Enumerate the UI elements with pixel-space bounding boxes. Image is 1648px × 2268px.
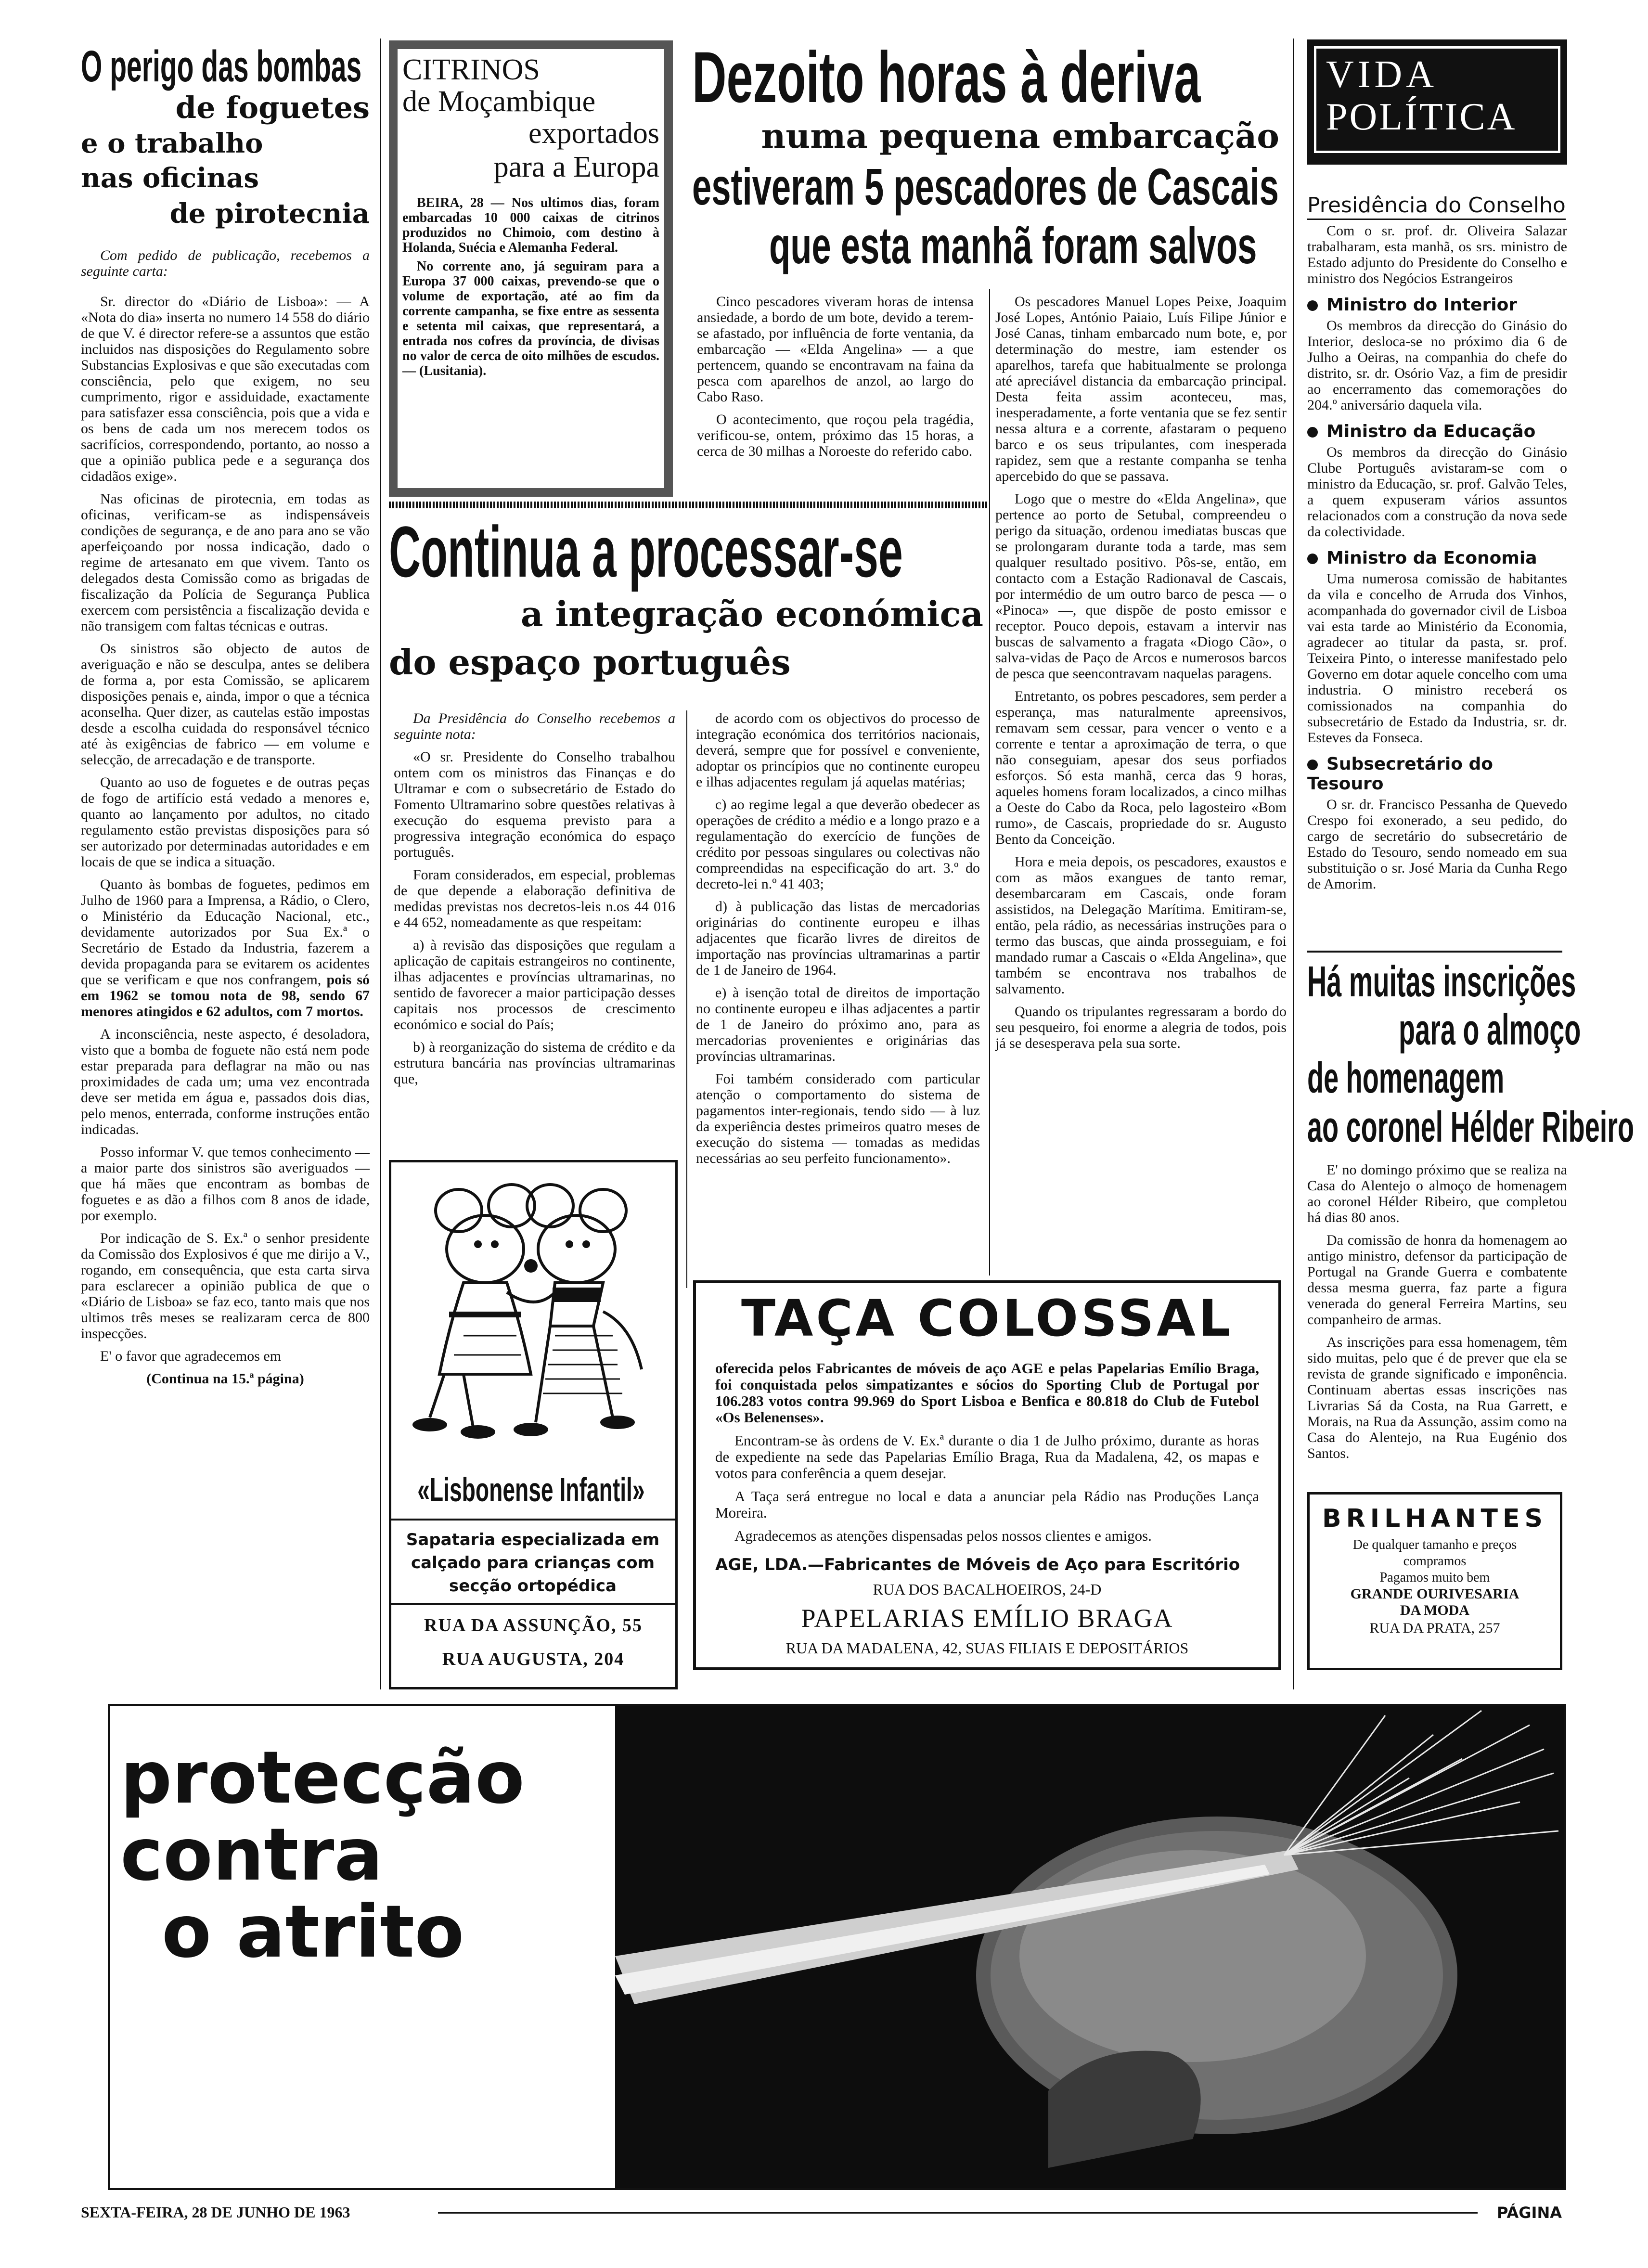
lisbonense-divider <box>391 1603 675 1605</box>
brilhantes-line: compramos <box>1403 1554 1467 1569</box>
knife-grinding-photo <box>615 1706 1564 2188</box>
integracao-headline-3: do espaço português <box>389 642 791 683</box>
helder-headline-2: para o almoço <box>1399 1006 1581 1054</box>
integracao-col-a <box>394 710 675 1094</box>
helder-article <box>1307 958 1635 1461</box>
taca-body <box>715 1360 1259 1551</box>
deriva-headline-2: numa pequena embarcação <box>761 116 1279 156</box>
atrito-line-3: o atrito <box>162 1890 464 1974</box>
integracao-top-rule <box>389 502 988 508</box>
citrinos-body-1: BEIRA, 28 — Nos ultimos dias, foram embarcadas 10 000 caixas de citrinos produzidos no Chimoio, com destino à Holanda, Suécia e Alemanha Federal. <box>402 195 659 255</box>
vida-section-title: Ministro da Economia <box>1307 548 1567 568</box>
taca-paragraph: Encontram-se às ordens de V. Ex.ª durante o dia 1 de Julho próximo, durante as horas de expediente na sede das Papelarias Emílio Braga, Rua da Madalena, 42, os mapas e votos para conferência a quem desejar. <box>715 1432 1259 1482</box>
bombas-paragraph: Sr. director do «Diário de Lisboa»: — A «Nota do dia» inserta no numero 14 558 do diário de que V. é director refere-se a assuntos que estão incluidos nas disposições do Regulamento sobre Substancias Explosivas e que são executadas com consciência, pelo que exigem, no seu cumprimento, rigor e assiduidade, exactamente para satisfazer essa consciência, pois que a vida e os bens de cada um nos merecem todos os sacrifícios, correspondendo, portanto, ao nosso a que a opinião publica pede e a segurança dos cidadãos exige». <box>81 294 370 484</box>
brilhantes-line: DA MODA <box>1400 1602 1470 1618</box>
bombas-paragraph: Quanto ao uso de foguetes e de outras peças de fogo de artifício está vedado a menores e, quanto ao lançamento por adultos, no citado regulamento estão previstas disposições para só ser autorizado por determinadas autoridades e em locais de que se indica a situação. <box>81 774 370 870</box>
bombas-article <box>81 43 370 1689</box>
deriva-paragraph: Logo que o mestre do «Elda Angelina», que pertence ao porto de Setubal, compreendeu o perigo da situação, ordenou imediatas buscas que se prolongaram durante toda a tarde, mas sem qualquer resultado positivo. Pôs-se, então, em contacto com a Estação Radionaval de Cascais, por intermédio de um outro barco de pesca — o «Pinoca» —, que dispõe de posto emissor e receptor. Pouco depois, estavam a intervir nas buscas de salvamento a fragata «Diogo Cão», o salva-vidas de Paço de Arcos e numerosos barcos de pesca que seencontravam naquelas paragens. <box>995 491 1287 682</box>
vida-badge-line-1: VIDA <box>1326 53 1438 96</box>
vida-politica-badge <box>1307 39 1567 165</box>
bombas-stats: pois só em 1962 se tomou nota de 98, sendo 67 menores atingidos e 62 adultos, com 7 mortos. <box>81 972 370 1019</box>
integracao-col-rule <box>686 710 687 1288</box>
taca-colossal-ad <box>693 1280 1281 1670</box>
helder-headline-3: de homenagem <box>1307 1054 1505 1102</box>
integracao-paragraph: a) à revisão das disposições que regulam a aplicação de capitais estrangeiros no continente, ilhas adjacentes e províncias ultramarinas, no sentido de favorecer a maior participação desses capitais nos processos de crescimento económico e social do País; <box>394 937 675 1032</box>
bombas-headline-1: O perigo das bombas <box>81 42 362 91</box>
bullet-icon <box>1307 760 1318 770</box>
deriva-col-rule <box>989 289 990 1276</box>
helder-headline-1: Há muitas inscrições <box>1307 958 1576 1006</box>
citrinos-body-2: No corrente ano, já seguiram para a Europa 37 000 caixas, prevendo-se que o volume de exportação, até ao fim da corrente campanha, se fixe entre as sessenta e setenta mil caixas, que representará, a entrada nos cofres da província, de divisas no valor de cerca de oito milhões de escudos. — (Lusitania). <box>402 259 659 378</box>
lisbonense-address-2: RUA AUGUSTA, 204 <box>442 1649 625 1669</box>
vida-section-text: Uma numerosa comissão de habitantes da vila e concelho de Arruda dos Vinhos, acompanhada do governador civil de Lisboa vai esta tarde ao Ministério da Economia, agradecer ao titular da pasta, sr. prof. Teixeira Pinto, o interesse manifestado pelo Governo em dotar aquele concelho com uma industria. O ministro receberá os comissionados na companhia do subsecretário de Estado da Industria, sr. dr. Esteves da Fonseca. <box>1307 571 1567 746</box>
deriva-headline-3: estiveram 5 pescadores de Cascais <box>692 157 1279 216</box>
deriva-col-a <box>697 294 974 466</box>
vida-section-title: Subsecretário do Tesouro <box>1307 754 1494 794</box>
helder-headline-4: ao coronel Hélder Ribeiro <box>1307 1103 1635 1151</box>
taca-paragraph: oferecida pelos Fabricantes de móveis de aço AGE e pelas Papelarias Emílio Braga, foi conquistada pelos simpatizantes e sócios do Sporting Club de Portugal por 106.283 votos contra 99.969 do Sport Lisboa e Benfica e 80.818 do Club de Futebol «Os Belenenses». <box>715 1360 1259 1426</box>
integracao-paragraph: Foi também considerado com particular atenção o comportamento do sistema de pagamentos inter-regionais, tendo sido — à luz da experiência destes primeiros quatro meses de execução do sistema — tomadas as medidas necessárias ao seu perfeito funcionamento». <box>696 1071 980 1166</box>
integracao-paragraph: b) à reorganização do sistema de crédito e da estrutura bancária nas províncias ultramarinas que, <box>394 1039 675 1087</box>
bombas-paragraph: Posso informar V. que temos conhecimento — a maior parte dos sinistros são averiguados — que há mães que encontram as bombas de foguetes e as dão a filhos com 8 anos de idade, por exemplo. <box>81 1144 370 1224</box>
helder-paragraph: Da comissão de honra da homenagem ao antigo ministro, defensor da participação de Portugal na Grande Guerra e combatente dessa mesma guerra, faz parte a figura venerada do general Ferreira Martins, seu companheiro de armas. <box>1307 1232 1567 1327</box>
bombas-continued: (Continua na 15.ª página) <box>146 1371 304 1387</box>
bullet-icon <box>1307 554 1318 564</box>
integracao-col-b <box>696 710 980 1173</box>
deriva-paragraph: O acontecimento, que roçou pela tragédia, verificou-se, ontem, próximo das 15 horas, a cerca de 30 milhas a Noroeste do referido cabo. <box>697 412 974 459</box>
vida-section-text: Os membros da direcção do Ginásio do Interior, desloca-se no próximo dia 6 de Julho a Oeiras, na companhia do chefe do distrito, sr. dr. Osório Vaz, a fim de presidir ao encerramento das comemorações do 204.º aniversário daquela vila. <box>1307 318 1567 413</box>
footer-date: SEXTA-FEIRA, 28 DE JUNHO DE 1963 <box>81 2204 350 2221</box>
taca-papelarias: PAPELARIAS EMÍLIO BRAGA <box>801 1604 1173 1633</box>
sparks-illustration <box>615 1706 1564 2188</box>
brilhantes-line: RUA DA PRATA, 257 <box>1369 1620 1500 1636</box>
bombas-intro: Com pedido de publicação, recebemos a seguinte carta: <box>81 247 370 279</box>
bombas-paragraph: Os sinistros são objecto de autos de averiguação e não se desculpa, antes se delibera de forma a, por esta Comissão, se aplicarem disposições penais e, ainda, impor o que a técnica aconselha. Quer dizer, as cautelas estão impostas desde a escolha cuidada do responsável técnico até às exigências de fabrico — em volume e selecção, de arrecadação e de transporte. <box>81 641 370 768</box>
vida-section-title: Ministro da Educação <box>1307 422 1567 441</box>
helder-top-rule <box>1307 951 1562 953</box>
vida-section-title: Ministro do Interior <box>1307 295 1567 315</box>
helder-body <box>1307 1162 1567 1461</box>
footer-rule <box>438 2212 1478 2214</box>
citrinos-title-4: para a Europa <box>493 151 659 183</box>
brilhantes-line: De qualquer tamanho e preços <box>1352 1537 1517 1552</box>
integracao-headline-1: Continua a processar-se <box>389 511 903 592</box>
deriva-col-b <box>995 294 1287 1058</box>
bombas-paragraph: Quanto às bombas de foguetes, pedimos em Julho de 1960 para a Imprensa, a Rádio, o Clero, o Ministério da Educação Nacional, etc., devidamente autorizados por Sua Ex.ª o Secretário de Estado da Industria, fazerem a devida propaganda para se evitarem os acidentes que se verificam e que nos confrangem, pois só em 1962 se tomou nota de 98, sendo 67 menores atingidos e 62 adultos, com 7 mortos. <box>81 876 370 1019</box>
footer-page: PÁGINA <box>1497 2204 1562 2222</box>
vida-badge-line-2: POLÍTICA <box>1326 96 1517 138</box>
bullet-icon <box>1307 427 1318 438</box>
bombas-headline-2: de foguetes <box>175 90 370 125</box>
atrito-ad <box>108 1704 1566 2190</box>
citrinos-title-1: CITRINOS <box>402 53 540 86</box>
bombas-headline-5: de pirotecnia <box>169 198 370 230</box>
bombas-headline-3: e o trabalho <box>81 128 263 159</box>
bombas-paragraph: Nas oficinas de pirotecnia, em todas as oficinas, verificam-se as indispensáveis condições de segurança, e de ano para ano se vão aperfeiçoando por nossa indicação, dado o regime de artesanato em que vivem. Tanto os delegados desta Comissão como as brigadas de fiscalização da Polícia de Segurança Publica exercem com persistência a fiscalização devida e não transigem com faltas técnicas e outras. <box>81 491 370 634</box>
bombas-headline-4: nas oficinas <box>81 162 259 194</box>
atrito-line-1: protecção <box>120 1736 525 1820</box>
integracao-paragraph: «O sr. Presidente do Conselho trabalhou ontem com os ministros das Finanças e do Ultramar e com o subsecretário de Estado do Fomento Ultramarino sobre questões relativas à execução do esquema previsto para a progressiva integração económica do espaço português. <box>394 749 675 860</box>
lisbonense-address-1: RUA DA ASSUNÇÃO, 55 <box>424 1615 643 1636</box>
vida-politica-sections <box>1307 193 1567 901</box>
mice-dancing-illustration <box>391 1167 675 1446</box>
integracao-paragraph: e) à isenção total de direitos de importação no continente europeu e ilhas adjacentes a partir de 1 de Janeiro do próximo ano, para as mercadorias provenientes e originárias das províncias ultramarinas. <box>696 985 980 1064</box>
helder-paragraph: E' no domingo próximo que se realiza na Casa do Alentejo o almoço de homenagem ao coronel Hélder Ribeiro, que completou há dias 80 anos. <box>1307 1162 1567 1225</box>
brilhantes-title: BRILHANTES <box>1322 1504 1547 1533</box>
citrinos-title-3: exportados <box>528 117 659 150</box>
deriva-paragraph: Hora e meia depois, os pescadores, exaustos e com as mãos exangues de tanto remar, desembarcaram em Cascais, onde foram assistidos, na Delegação Marítima. Emitiram-se, então, pela rádio, as necessárias instruções para o termo das buscas, que ainda prosseguiam, e foi mandado rumar a Cascais o «Elda Angelina», que também se encontrava nos trabalhos de salvamento. <box>995 854 1287 997</box>
lisbonense-ad <box>389 1160 678 1689</box>
taca-title: TAÇA COLOSSAL <box>741 1289 1233 1348</box>
deriva-paragraph: Quando os tripulantes regressaram a bordo do seu pesqueiro, foi enorme a alegria de todos, pois já se desesperava pela sua sorte. <box>995 1004 1287 1051</box>
taca-paragraph: A Taça será entregue no local e data a anunciar pela Rádio nas Produções Lança Moreira. <box>715 1488 1259 1521</box>
integracao-paragraph: Da Presidência do Conselho recebemos a seguinte nota: <box>394 710 675 742</box>
bullet-icon <box>1307 300 1318 311</box>
bombas-paragraph: E' o favor que agradecemos em <box>100 1348 282 1364</box>
bombas-paragraph: Por indicação de S. Ex.ª o senhor presidente da Comissão dos Explosivos é que me dirijo a V., rogando, em consequência, que esta carta sirva para esclarecer a opinião publica de que o «Diário de Lisboa» se faz eco, tanto mais que nos ultimos três meses se realizaram cerca de 800 inspecções. <box>81 1230 370 1341</box>
vida-section-title: Presidência do Conselho <box>1307 193 1566 220</box>
taca-papelarias-address: RUA DA MADALENA, 42, SUAS FILIAIS E DEPOSITÁRIOS <box>785 1639 1189 1657</box>
brilhantes-line: Pagamos muito bem <box>1379 1570 1490 1585</box>
taca-age: AGE, LDA.—Fabricantes de Móveis de Aço para Escritório <box>715 1555 1240 1574</box>
lisbonense-tagline: Sapataria especializada em calçado para crianças com secção ortopédica <box>406 1530 660 1596</box>
brilhantes-ad <box>1307 1492 1562 1670</box>
bombas-paragraph: A inconsciência, neste aspecto, é desoladora, visto que a bomba de foguete não está nem pode estar preparada para deflagrar na mão ou nas proximidades de cada um; uma vez encontrada deve ser metida em água e, passados dois dias, pelo menos, enterrada, conforme instruções então indicadas. <box>81 1026 370 1137</box>
brilhantes-line: GRANDE OURIVESARIA <box>1350 1586 1519 1602</box>
atrito-line-2: contra <box>120 1813 383 1897</box>
integracao-paragraph: Foram considerados, em especial, problemas de que depende a elaboração definitiva de medidas previstas nos decretos-leis n.os 44 016 e 44 652, nomeadamente as que respeitam: <box>394 867 675 930</box>
vida-section-text: Com o sr. prof. dr. Oliveira Salazar trabalharam, esta manhã, os srs. ministro de Estado adjunto do Presidente do Conselho e ministro dos Negócios Estrangeiros <box>1307 223 1567 286</box>
citrinos-title-2: de Moçambique <box>402 85 596 118</box>
lisbonense-name: «Lisbonense Infantil» <box>417 1471 645 1508</box>
vida-section-text: Os membros da direcção do Ginásio Clube Português avistaram-se com o ministro da Educação, sr. prof. Galvão Teles, a quem expuseram vários assuntos relacionados com a construção da nova sede da colectividade. <box>1307 444 1567 540</box>
integracao-paragraph: c) ao regime legal a que deverão obedecer as operações de crédito a médio e a longo prazo e a regulamentação do exercício de funções de crédito por pessoas singulares ou colectivas não compreendidas na especificação do art. 3.º do decreto-lei n.º 41 403; <box>696 797 980 892</box>
column-rule <box>1293 39 1294 1689</box>
helder-paragraph: As inscrições para essa homenagem, têm sido muitas, pelo que é de prever que ela se revista de grande significado e imponência. Continuam abertas essas inscrições nas Livrarias Sá da Costa, na Rua Garrett, e Morais, na Rua da Assunção, assim como na Casa do Alentejo, na Rua Eugénio dos Santos. <box>1307 1334 1567 1461</box>
deriva-paragraph: Entretanto, os pobres pescadores, sem perder a esperança, mas naturalmente apreensivos, remavam sem cessar, para vencer o vento e a corrente e tentar a aproximação de terra, o que não conseguiam, apesar dos seus porfiados esforços. Só esta manhã, cerca das 9 horas, aqueles homens foram localizados, a cinco milhas a Oeste do Cabo da Roca, pelo lagosteiro «Bom rumo», de Cascais, propriedade do sr. Augusto Bento da Conceição. <box>995 688 1287 847</box>
integracao-article <box>389 511 988 1166</box>
citrinos-box <box>389 40 673 497</box>
integracao-headline-2: a integração económica <box>520 593 983 634</box>
deriva-headline-1: Dezoito horas à deriva <box>692 37 1201 117</box>
deriva-headline-4: que esta manhã foram salvos <box>769 216 1257 274</box>
bombas-body <box>81 294 370 1364</box>
integracao-paragraph: de acordo com os objectivos do processo de integração económica dos territórios nacionais, deverá, sempre que for possível e conveniente, adoptar os princípios que no continente europeu e ilhas adjacentes regulam já aquelas matérias; <box>696 710 980 790</box>
taca-age-address: RUA DOS BACALHOEIROS, 24-D <box>873 1581 1102 1598</box>
vida-section-text: O sr. dr. Francisco Pessanha de Quevedo Crespo foi exonerado, a seu pedido, do cargo de secretário do subsecretário de Estado do Tesouro, sendo nomeado em sua substituição o sr. José Maria da Cunha Rego de Amorim. <box>1307 797 1567 892</box>
taca-paragraph: Agradecemos as atenções dispensadas pelos nossos clientes e amigos. <box>734 1527 1152 1544</box>
integracao-paragraph: d) à publicação das listas de mercadorias originárias do continente europeu e ilhas adjacentes que ficarão livres de direitos de importação nas províncias ultramarinas a partir de 1 de Janeiro de 1964. <box>696 899 980 978</box>
deriva-paragraph: Cinco pescadores viveram horas de intensa ansiedade, a bordo de um bote, devido a terem-se afastado, por influência de forte ventania, da embarcação — «Elda Angelina» — a que pertencem, quando se encontravam na faina da pesca com aparelhos de anzol, ao largo do Cabo Raso. <box>697 294 974 405</box>
column-rule <box>380 39 381 1689</box>
deriva-paragraph: Os pescadores Manuel Lopes Peixe, Joaquim José Lopes, António Paiaio, Luís Filipe Júnior e José Canas, tinham embarcado num bote, e, por determinação do mestre, iam estender os aparelhos, tarefa que habitualmente se prolonga até apreciável distancia da embarcação principal. Desta feita assim aconteceu, mas, inesperadamente, a forte ventania que se fez sentir nessa altura e a corrente, afastaram o pequeno barco e os seus tripulantes, com inesperada rapidez, sem que a restante companha se tenha apercebido do que se passava. <box>995 294 1287 484</box>
lisbonense-divider <box>391 1519 675 1521</box>
